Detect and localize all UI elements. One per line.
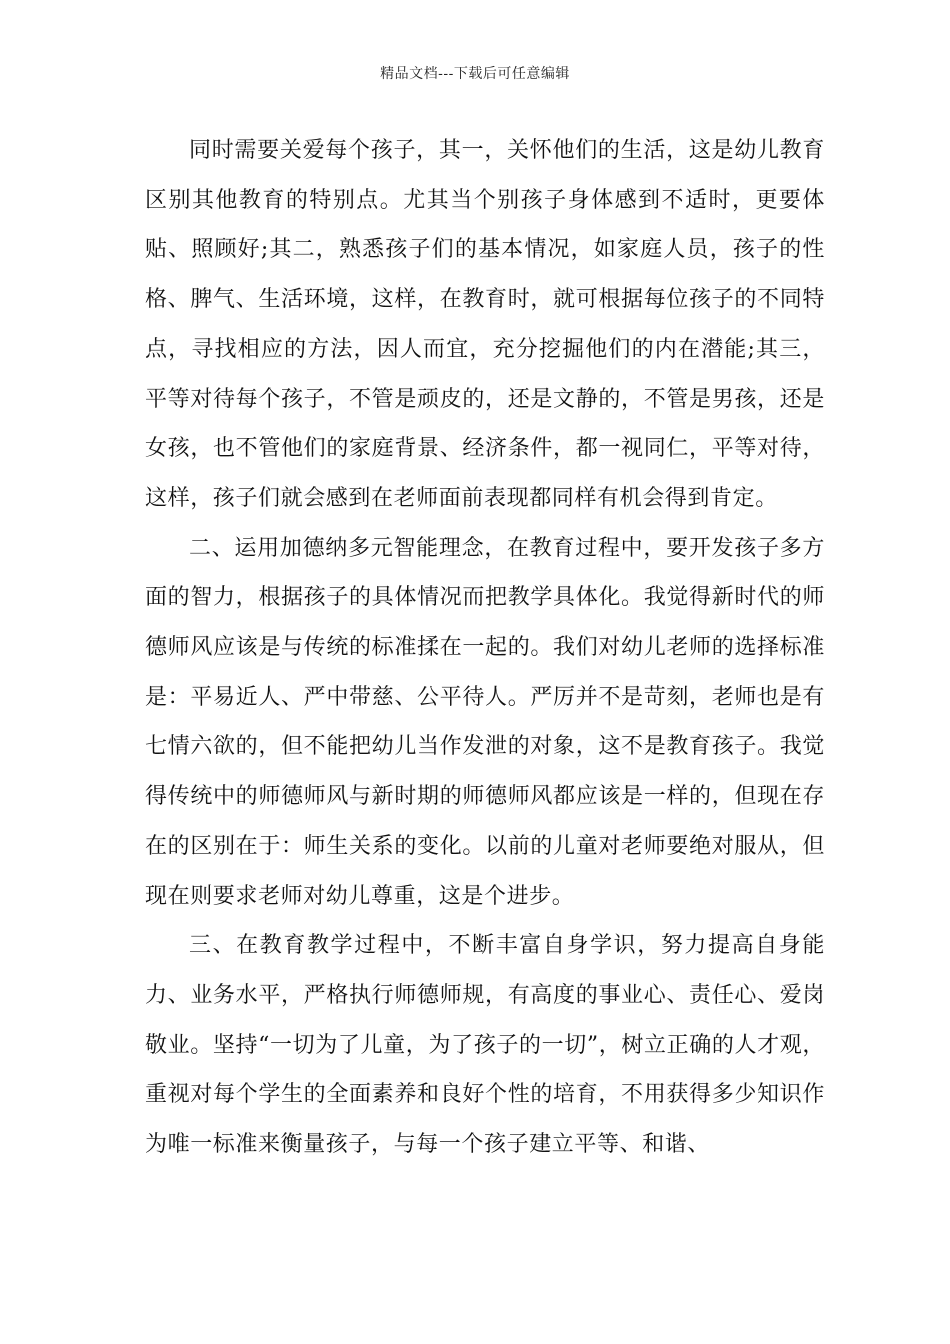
page-header: 精品文档---下载后可任意编辑: [380, 66, 570, 82]
paragraph-3: 三、在教育教学过程中，不断丰富自身学识，努力提高自身能力、业务水平，严格执行师德师规，有高度的事业心、责任心、爱岗敬业。坚持“一切为了儿童，为了孩子的一切”，树立正确的人才观，重视对每个学生的全面素养和良好个性的培育，不用获得多少知识作为唯一标准来衡量孩子，与每一个孩子建立平等、和谐、: [145, 933, 825, 1158]
document-body: [145, 126, 825, 1170]
paragraph-2: 二、运用加德纳多元智能理念，在教育过程中，要开发孩子多方面的智力，根据孩子的具体情况而把教学具体化。我觉得新时代的师德师风应该是与传统的标准揉在一起的。我们对幼儿老师的选择标准是：平易近人、严中带慈、公平待人。严厉并不是苛刻，老师也是有七情六欲的，但不能把幼儿当作发泄的对象，这不是教育孩子。我觉得传统中的师德师风与新时期的师德师风都应该是一样的，但现在存在的区别在于：师生关系的变化。以前的儿童对老师要绝对服从，但现在则要求老师对幼儿尊重，这是个进步。: [145, 535, 825, 909]
paragraph-1: 同时需要关爱每个孩子，其一，关怀他们的生活，这是幼儿教育区别其他教育的特别点。尤其当个别孩子身体感到不适时，更要体贴、照顾好;其二，熟悉孩子们的基本情况，如家庭人员，孩子的性格、脾气、生活环境，这样，在教育时，就可根据每位孩子的不同特点，寻找相应的方法，因人而宜，充分挖掘他们的内在潜能;其三，平等对待每个孩子，不管是顽皮的，还是文静的，不管是男孩，还是女孩，也不管他们的家庭背景、经济条件，都一视同仁，平等对待，这样，孩子们就会感到在老师面前表现都同样有机会得到肯定。: [145, 138, 825, 511]
